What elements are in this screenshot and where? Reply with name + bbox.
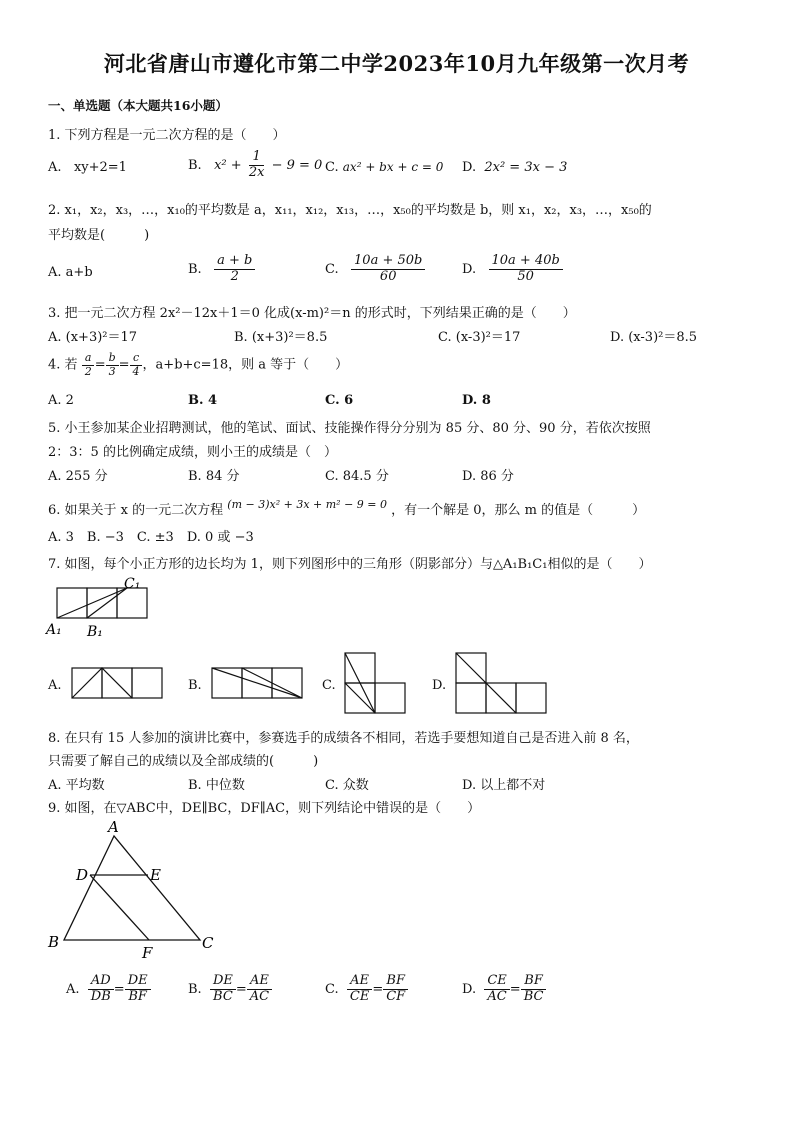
q2-c-num: 10a + 50b <box>351 254 425 270</box>
q5-option-b: B. 84 分 <box>188 469 240 484</box>
q8-stem-line1: 8. 在只有 15 人参加的演讲比赛中，参赛选手的成绩各不相同，若选手要想知道自己是否进入前 8 名， <box>48 731 639 746</box>
q1-a-label: A. <box>48 160 62 175</box>
q2-stem-line2: 平均数是( ) <box>48 228 150 243</box>
q9-a-label: A. <box>66 981 80 997</box>
q8-stem-line2: 只需要了解自己的成绩以及全部成绩的( ) <box>48 754 319 769</box>
q7-label-c1: C₁ <box>124 576 141 592</box>
q1-b-fraction <box>246 150 268 181</box>
q6-stem <box>48 499 645 518</box>
q7-label-b1: B₁ <box>87 624 103 640</box>
q4-frac-a-num: a <box>82 352 95 366</box>
q2-option-c <box>325 254 425 285</box>
q1-d-label: D. <box>462 160 477 175</box>
q9-label-c: C <box>202 934 214 952</box>
q4-stem: 4. 若 $\frac{a}{2}$ = $\frac{b}{3}$ = $\frac{c}{4}$ ，a+b+c=18，则 a 等于（ ） <box>48 351 349 378</box>
q4-frac-a-den: 2 <box>84 364 92 378</box>
q7-option-c-label: C. <box>322 678 336 693</box>
q1-b-den: 2x <box>248 164 265 180</box>
q2-stem-line1: 2. x₁，x₂，x₃，…，x₁₀的平均数是 a，x₁₁，x₁₂，x₁₃，…，x₅₀的平均数是 b，则 x₁，x₂，x₃，…，x₅₀的 <box>48 203 652 218</box>
q7-option-a-label: A. <box>48 678 62 693</box>
q8-option-d: D. 以上都不对 <box>462 778 546 793</box>
q9-d-den1: AC <box>487 988 507 1004</box>
q1-b-pre: x² + <box>214 157 242 173</box>
q1-stem: 1. 下列方程是一元二次方程的是（ ） <box>48 128 286 143</box>
q5-option-d: D. 86 分 <box>462 469 514 484</box>
q9-label-e: E <box>150 866 161 884</box>
q4-frac-c <box>130 352 143 378</box>
q1-d-text: 2x² = 3x − 3 <box>484 160 568 175</box>
q4-frac-b-den: 3 <box>108 364 116 378</box>
q9-d-num1: CE <box>484 974 509 990</box>
q9-c-den2: CF <box>386 988 406 1004</box>
q2-c-fraction <box>351 254 425 285</box>
q2-b-num: a + b <box>214 254 255 270</box>
q3-option-a: A. (x+3)²＝17 <box>48 330 138 345</box>
q2-option-b <box>188 254 255 285</box>
q1-option-b <box>188 150 322 181</box>
q2-c-den: 60 <box>379 268 397 284</box>
q9-c-frac2 <box>383 974 408 1005</box>
section-heading: 一、单选题（本大题共16小题） <box>48 98 228 113</box>
q9-label-f: F <box>142 944 153 962</box>
q4-option-c: C. 6 <box>325 393 354 408</box>
q2-c-label: C. <box>325 261 339 277</box>
q8-option-a: A. 平均数 <box>48 778 105 793</box>
q7-option-d-label: D. <box>432 678 447 693</box>
q4-frac-b <box>106 352 119 378</box>
q9-label-d: D <box>76 866 89 884</box>
q9-b-frac2 <box>247 974 272 1005</box>
q9-c-num1: AE <box>347 974 372 990</box>
q1-b-post: − 9 = 0 <box>271 157 323 173</box>
q1-b-label: B. <box>188 157 202 173</box>
q5-stem-line1: 5. 小王参加某企业招聘测试，他的笔试、面试、技能操作得分分别为 85 分、80 分、90 分，若依次按照 <box>48 421 651 436</box>
q7-option-a-figure <box>70 666 166 700</box>
q4-option-d: D. 8 <box>462 393 491 408</box>
q8-option-b: B. 中位数 <box>188 778 245 793</box>
q9-d-frac1 <box>484 974 509 1005</box>
q4-post: ，a+b+c=18，则 a 等于（ ） <box>142 357 349 373</box>
q1-c-text: ax² + bx + c = 0 <box>342 160 444 174</box>
q9-b-den2: AC <box>249 988 270 1004</box>
q7-label-a1: A₁ <box>46 622 62 638</box>
q3-option-c: C. (x-3)²＝17 <box>438 330 521 345</box>
q2-b-label: B. <box>188 261 202 277</box>
q9-triangle-figure <box>44 816 224 962</box>
q7-option-c-figure <box>342 651 408 715</box>
q4-option-b: B. 4 <box>188 393 218 408</box>
q5-stem-line2: 2：3：5 的比例确定成绩，则小王的成绩是（ ） <box>48 445 337 460</box>
q9-a-frac1 <box>88 974 114 1005</box>
exam-title: 河北省唐山市遵化市第二中学2023年10月九年级第一次月考 <box>103 51 690 76</box>
q8-option-c: C. 众数 <box>325 778 369 793</box>
q4-pre: 4. 若 <box>48 357 78 373</box>
q9-stem: 9. 如图，在▽ABC中，DE∥BC，DF∥AC，则下列结论中错误的是（ ） <box>48 801 481 816</box>
q9-a-num1: AD <box>88 974 114 990</box>
q2-a-text: a+b <box>65 265 93 280</box>
q9-b-frac1 <box>210 974 236 1005</box>
q1-c-label: C. <box>325 160 339 175</box>
q9-c-frac1 <box>347 974 372 1005</box>
q6-equation: (m − 3)x² + 3x + m² − 9 = 0 <box>227 498 387 511</box>
q9-a-equals: = <box>113 981 125 997</box>
q1-a-text: xy+2=1 <box>73 160 127 175</box>
q9-d-frac2 <box>521 974 547 1005</box>
q1-b-num: 1 <box>249 150 263 166</box>
q1-option-c <box>325 160 443 175</box>
q9-option-c <box>325 974 408 1005</box>
q9-option-b <box>188 974 272 1005</box>
q3-option-b: B. (x+3)²＝8.5 <box>234 330 328 345</box>
q2-b-den: 2 <box>230 268 239 284</box>
q7-stem: 7. 如图，每个小正方形的边长均为 1，则下列图形中的三角形（阴影部分）与△A₁B₁C₁相似的是（ ） <box>48 557 652 572</box>
q3-option-d: D. (x-3)²＝8.5 <box>610 330 698 345</box>
q2-a-label: A. <box>48 265 62 280</box>
q9-label-a: A <box>108 818 119 836</box>
q2-b-fraction <box>214 254 255 285</box>
q1-option-a <box>48 160 127 175</box>
q9-d-num2: BF <box>521 974 546 990</box>
q9-b-num2: AE <box>247 974 272 990</box>
q9-label-b: B <box>48 933 60 951</box>
q6-options: A. 3 B. −3 C. ±3 D. 0 或 −3 <box>48 530 254 545</box>
q9-c-den1: CE <box>349 988 370 1004</box>
q9-a-frac2 <box>125 974 151 1005</box>
q4-frac-b-num: b <box>106 352 119 366</box>
q9-b-num1: DE <box>210 974 236 990</box>
q5-option-a: A. 255 分 <box>48 469 108 484</box>
q9-a-num2: DE <box>125 974 151 990</box>
q2-option-d <box>462 254 563 285</box>
q9-b-label: B. <box>188 981 202 997</box>
q2-d-den: 50 <box>517 268 534 284</box>
q2-d-num: 10a + 40b <box>489 254 563 270</box>
q9-option-d <box>462 974 546 1005</box>
q7-option-d-figure <box>453 651 549 715</box>
q2-option-a <box>48 265 93 280</box>
q7-option-b-figure <box>210 666 306 700</box>
q9-d-equals: = <box>509 981 521 997</box>
q4-frac-c-num: c <box>130 352 142 366</box>
q9-d-label: D. <box>462 981 477 997</box>
q9-b-den1: BC <box>213 988 233 1004</box>
q4-option-a: A. 2 <box>48 393 74 408</box>
q9-option-a <box>66 974 151 1005</box>
q3-stem: 3. 把一元二次方程 2x²－12x＋1＝0 化成(x-m)²＝n 的形式时，下列结果正确的是（ ） <box>48 306 576 321</box>
q4-frac-a <box>82 352 95 378</box>
q2-d-fraction <box>489 254 563 285</box>
q6-post: ，有一个解是 0，那么 m 的值是（ ） <box>391 503 646 518</box>
q7-option-b-label: B. <box>188 678 202 693</box>
q7-reference-figure <box>44 574 154 644</box>
q9-c-equals: = <box>372 981 384 997</box>
q9-a-den2: BF <box>128 988 147 1004</box>
q9-b-equals: = <box>235 981 247 997</box>
q4-frac-c-den: 4 <box>132 364 140 378</box>
q5-option-c: C. 84.5 分 <box>325 469 389 484</box>
q6-pre: 6. 如果关于 x 的一元二次方程 <box>48 503 224 518</box>
q2-d-label: D. <box>462 261 477 277</box>
q9-a-den1: DB <box>90 988 111 1004</box>
q9-d-den2: BC <box>523 988 544 1004</box>
q9-c-num2: BF <box>383 974 408 990</box>
q9-c-label: C. <box>325 981 339 997</box>
q1-option-d <box>462 160 567 175</box>
